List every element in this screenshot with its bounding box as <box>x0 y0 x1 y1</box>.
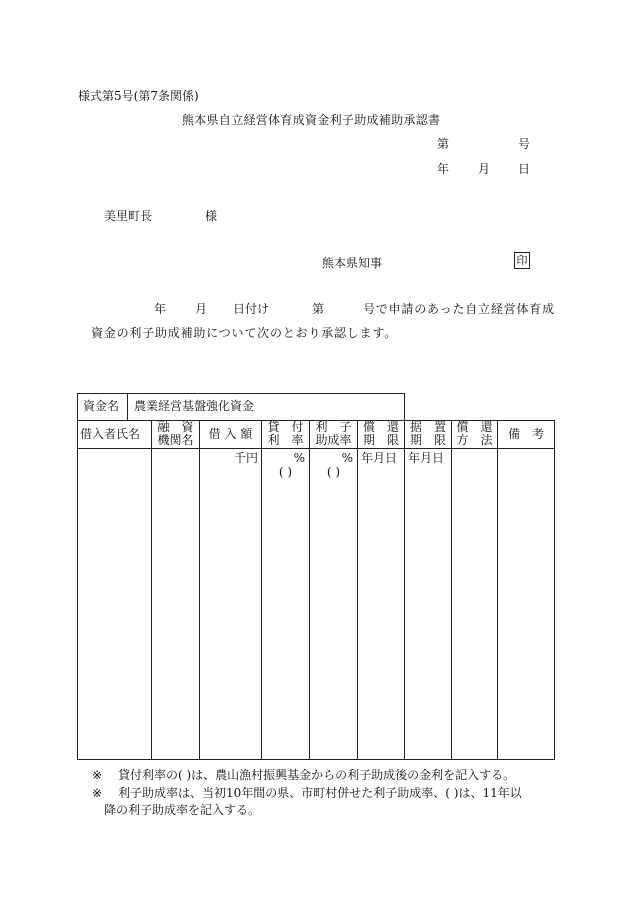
header-loan-rate-2: 利 率 <box>267 433 304 447</box>
header-institution-1: 融 資 <box>157 420 194 434</box>
header-repay-period-2: 期 限 <box>362 433 399 447</box>
addressee-name: 美里町長 <box>104 209 153 223</box>
body-line1-rest: 号で申請のあった自立経営体育成 <box>363 302 555 316</box>
unit-amount: 千円 <box>233 451 258 465</box>
date-year: 年 <box>437 162 450 176</box>
seal-mark: 印 <box>514 252 530 269</box>
form-number: 様式第5号(第7条関係) <box>78 89 199 103</box>
header-institution-2: 機関名 <box>157 433 194 447</box>
addressee-honorific: 様 <box>205 209 218 223</box>
header-repay-method-1: 償 還 <box>456 420 493 434</box>
header-grace-period-2: 期 限 <box>409 433 446 447</box>
unit-grace-period: 年月日 <box>408 451 445 465</box>
fund-name: 農業経営基盤強化資金 <box>134 399 255 413</box>
unit-repay-period: 年月日 <box>361 451 398 465</box>
paren-loan-rate: ( ) <box>278 465 293 479</box>
doc-number-go: 号 <box>518 137 531 151</box>
document-title: 熊本県自立経営体育成資金利子助成補助承認書 <box>182 113 441 127</box>
body-dai: 第 <box>312 302 325 316</box>
header-loan-rate-1: 貸 付 <box>267 420 304 434</box>
issuer-name: 熊本県知事 <box>322 256 383 270</box>
date-month: 月 <box>478 162 491 176</box>
body-month: 月 <box>195 302 208 316</box>
header-repay-period-1: 償 還 <box>362 420 399 434</box>
body-year: 年 <box>154 302 167 316</box>
note-2-continuation: 降の利子助成率を記入する。 <box>104 803 261 817</box>
header-borrower: 借入者氏名 <box>80 427 141 441</box>
fund-label: 資金名 <box>83 399 120 413</box>
body-line2: 資金の利子助成補助について次のとおり承認します。 <box>91 326 398 340</box>
paren-subsidy-rate: ( ) <box>326 465 341 479</box>
note-1-mark: ※ <box>92 768 103 782</box>
header-subsidy-rate-1: 利 子 <box>315 420 352 434</box>
doc-number-dai: 第 <box>437 137 450 151</box>
note-2-mark: ※ <box>92 786 103 800</box>
note-1-text: 貸付利率の( )は、農山漁村振興基金からの利子助成後の金利を記入する。 <box>118 768 516 782</box>
header-repay-method-2: 方 法 <box>456 433 493 447</box>
date-day: 日 <box>518 162 531 176</box>
header-remarks: 備 考 <box>507 427 544 441</box>
note-2-text: 利子助成率は、当初10年間の県、市町村併せた利子助成率、( )は、11年以 <box>118 786 522 800</box>
header-subsidy-rate-2: 助成率 <box>315 433 352 447</box>
header-amount: 借 入 額 <box>208 427 253 441</box>
unit-loan-rate: % <box>293 451 305 465</box>
header-grace-period-1: 据 置 <box>409 420 446 434</box>
body-date-suffix: 日付け <box>233 302 270 316</box>
unit-subsidy-rate: % <box>341 451 353 465</box>
